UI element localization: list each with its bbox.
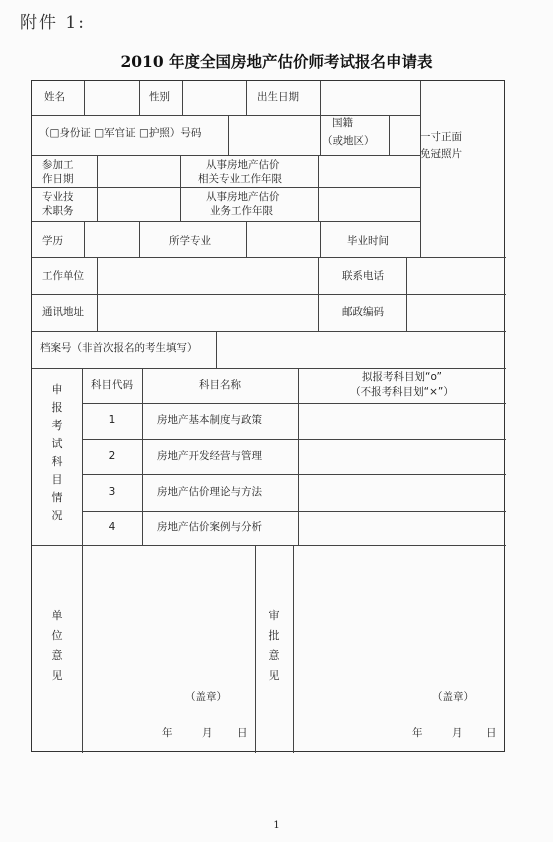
work-start-line2: 作日期 [42,173,74,185]
subject-mark-header-line2: （不报考科目划“×”） [350,386,454,398]
name-label: 姓名 [44,91,65,103]
nationality-region-label: （或地区） [322,135,375,147]
application-form [31,80,505,752]
unit-year: 年 [162,727,173,739]
related-years-line1: 从事房地产估价 [206,159,280,171]
approval-opinion-label: 审批意见 [268,609,280,682]
subject-code-header: 科目代码 [91,379,133,391]
subject-code-1: 1 [108,414,116,426]
business-years-line2: 业务工作年限 [210,205,273,217]
page-number: 1 [273,820,280,831]
gender-label: 性别 [149,91,170,103]
attachment-label: 附件 1: [20,13,86,33]
employer-label: 工作单位 [42,270,84,282]
related-years-line2: 相关专业工作年限 [198,173,282,185]
professional-title-line2: 术职务 [42,205,74,217]
form-title: 2010 年度全国房地产估价师考试报名申请表 [120,52,433,71]
graduation-time-label: 毕业时间 [347,235,389,247]
subject-name-1: 房地产基本制度与政策 [157,414,262,426]
subject-code-4: 4 [108,521,116,533]
business-years-line1: 从事房地产估价 [206,191,280,203]
photo-line1: 一寸正面 [420,131,462,143]
approval-day: 日 [486,727,497,739]
unit-month: 月 [202,727,213,739]
birth-date-label: 出生日期 [257,91,299,103]
major-label: 所学专业 [169,235,211,247]
archive-no-label: 档案号（非首次报名的考生填写） [40,342,198,354]
unit-seal: （盖章） [185,691,227,703]
subject-mark-header-line1: 拟报考科目划“o” [362,371,442,383]
postcode-label: 邮政编码 [342,306,384,318]
approval-year: 年 [412,727,423,739]
unit-day: 日 [237,727,248,739]
approval-month: 月 [452,727,463,739]
id-type-label: （□身份证 □军官证 □护照）号码 [39,127,202,139]
nationality-label: 国籍 [332,117,353,129]
phone-label: 联系电话 [342,270,384,282]
education-label: 学历 [42,235,63,247]
subject-code-3: 3 [108,486,116,498]
subject-name-4: 房地产估价案例与分析 [157,521,262,533]
approval-seal: （盖章） [432,691,474,703]
unit-opinion-label: 单位意见 [51,609,63,682]
address-label: 通讯地址 [42,306,84,318]
subject-name-3: 房地产估价理论与方法 [157,486,262,498]
subject-code-2: 2 [108,450,116,462]
work-start-line1: 参加工 [42,159,74,171]
subject-name-header: 科目名称 [199,379,241,391]
professional-title-line1: 专业技 [42,191,74,203]
subject-name-2: 房地产开发经营与管理 [157,450,262,462]
photo-line2: 免冠照片 [420,148,462,160]
subjects-section-label: 申报考试科目情况 [51,383,63,522]
